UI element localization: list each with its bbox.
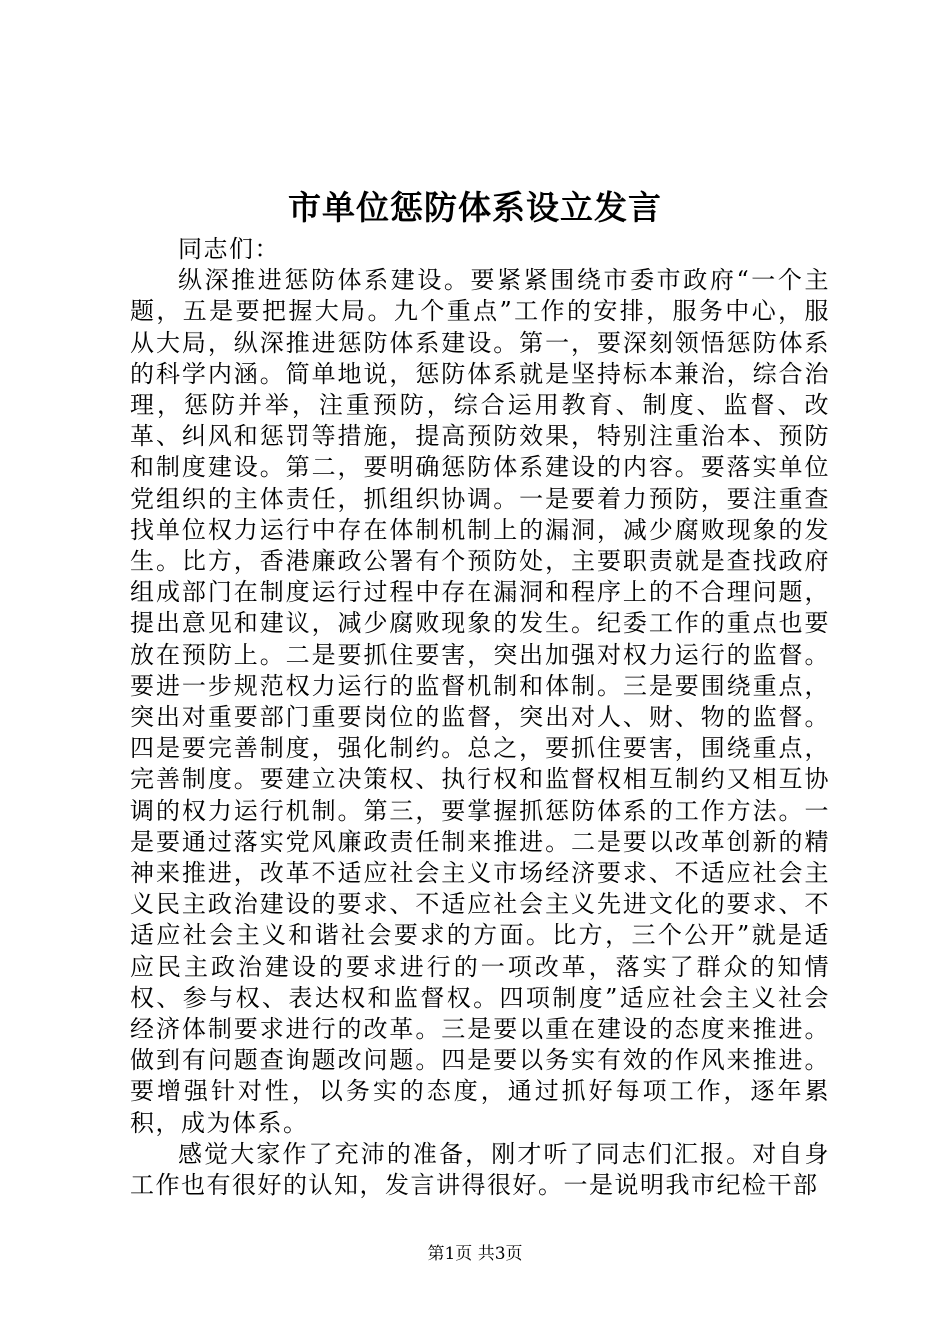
paragraph-1: 纵深推进惩防体系建设。要紧紧围绕市委市政府“一个主题，五是要把握大局。九个重点”工作的安排，服务中心，服从大局，纵深推进惩防体系建设。第一，要深刻领悟惩防体系的科学内涵。简单地说，惩防体系就是坚持标本兼治，综合治理，惩防并举，注重预防，综合运用教育、制度、监督、改革、纠风和惩罚等措施，提高预防效果，特别注重治本、预防和制度建设。第二，要明确惩防体系建设的内容。要落实单位党组织的主体责任，抓组织协调。一是要着力预防，要注重查找单位权力运行中存在体制机制上的漏洞，减少腐败现象的发生。比方，香港廉政公署有个预防处，主要职责就是查找政府组成部门在制度运行过程中存在漏洞和程序上的不合理问题，提出意见和建议，减少腐败现象的发生。纪委工作的重点也要放在预防上。二是要抓住要害，突出加强对权力运行的监督。要进一步规范权力运行的监督机制和体制。三是要围绕重点，突出对重要部门重要岗位的监督，突出对人、财、物的监督。四是要完善制度，强化制约。总之，要抓住要害，围绕重点，完善制度。要建立决策权、执行权和监督权相互制约又相互协调的权力运行机制。第三，要掌握抓惩防体系的工作方法。一是要通过落实党风廉政责任制来推进。二是要以改革创新的精神来推进，改革不适应社会主义市场经济要求、不适应社会主义民主政治建设的要求、不适应社会主义先进文化的要求、不适应社会主义和谐社会要求的方面。比方，三个公开”就是适应民主政治建设的要求进行的一项改革，落实了群众的知情权、参与权、表达权和监督权。四项制度”适应社会主义社会经济体制要求进行的改革。三是要以重在建设的态度来推进。做到有问题查询题改问题。四是要以务实有效的作风来推进。要增强针对性，以务实的态度，通过抓好每项工作，逐年累积，成为体系。 xyxy=(130,266,830,1137)
page-number-footer: 第1页 共3页 xyxy=(427,1244,523,1264)
document-body xyxy=(130,234,830,1201)
paragraph-2: 感觉大家作了充沛的准备，刚才听了同志们汇报。对自身工作也有很好的认知，发言讲得很好。一是说明我市纪检干部 xyxy=(130,1139,830,1200)
salutation: 同志们： xyxy=(178,235,280,263)
document-title: 市单位惩防体系设立发言 xyxy=(288,188,662,227)
